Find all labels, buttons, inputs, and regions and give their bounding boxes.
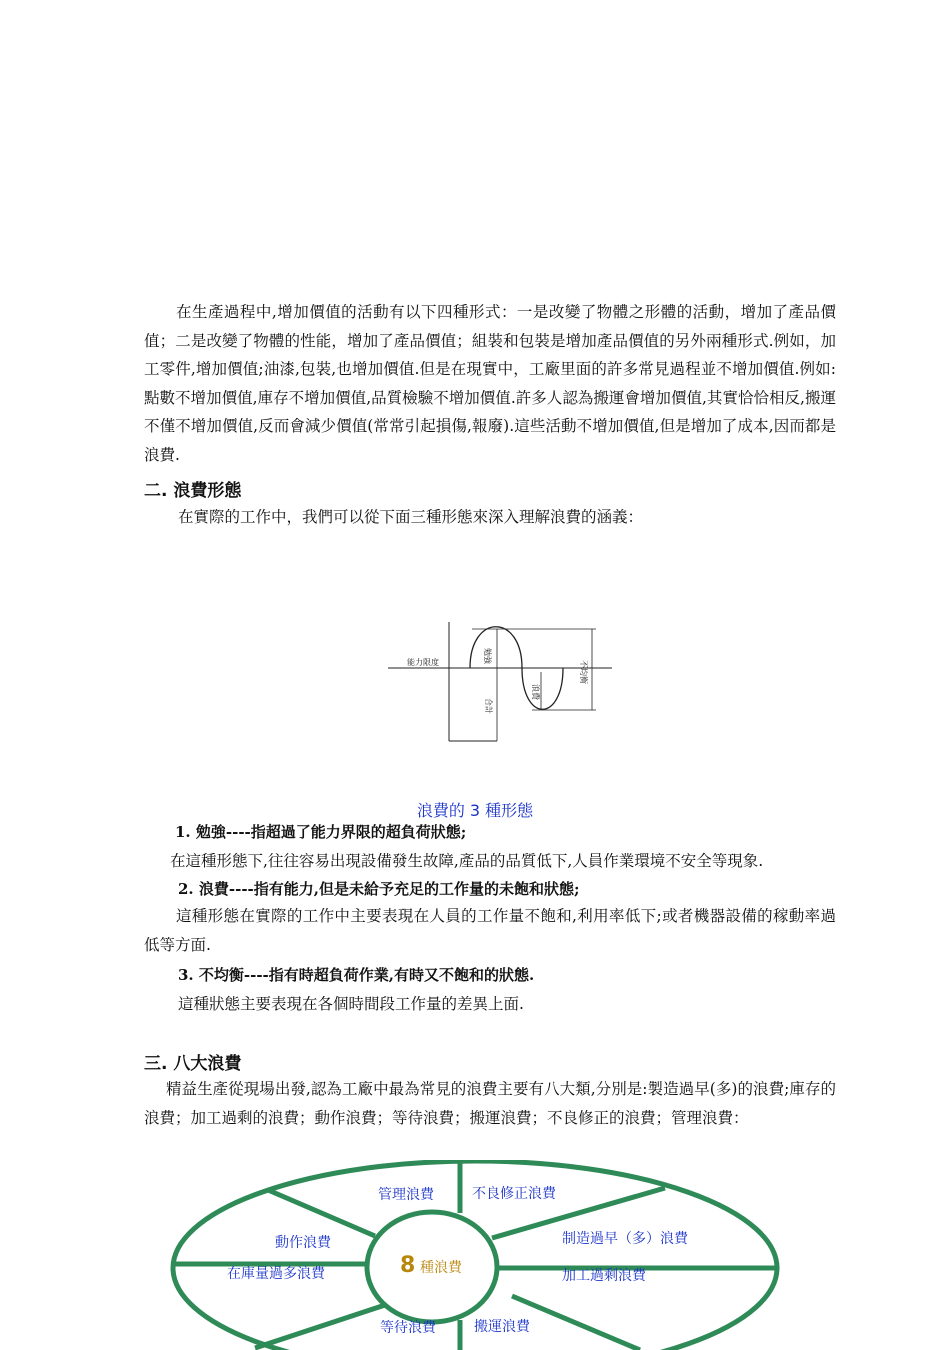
waste-form-3-text: 這種狀態主要表現在各個時間段工作量的差異上面. xyxy=(178,995,524,1013)
spoke-bottom-right xyxy=(512,1296,640,1350)
label-defect-waste: 不良修正浪費 xyxy=(472,1186,556,1202)
center-text: 種浪費 xyxy=(420,1260,462,1276)
spoke-top-left xyxy=(268,1190,375,1236)
label-management-waste: 管理浪費 xyxy=(378,1187,434,1203)
waste-form-1-title: 1. 勉強----指超過了能力界限的超負荷狀態; xyxy=(175,823,467,841)
eight-wastes-paragraph: 精益生產從現場出發,認為工廠中最為常見的浪費主要有八大類,分別是:製造過早(多)的浪費;庫存的浪費；加工過剩的浪費；動作浪費；等待浪費；搬運浪費；不良修正的浪費；管理浪費： xyxy=(144,1080,836,1127)
section-heading-eight-wastes: 三. 八大浪費 xyxy=(144,1054,242,1074)
eight-wastes-diagram xyxy=(0,1160,950,1350)
section2-intro: 在實際的工作中，我們可以從下面三種形態來深入理解浪費的涵義： xyxy=(178,508,644,526)
spoke-bottom-left xyxy=(255,1305,385,1348)
label-motion-waste: 動作浪費 xyxy=(275,1235,331,1251)
waste-form-2-title: 2. 浪費----指有能力,但是未給予充足的工作量的未飽和狀態; xyxy=(178,880,580,898)
waste-form-3-title: 3. 不均衡----指有時超負荷作業,有時又不飽和的狀態. xyxy=(178,966,535,984)
waste-form-2-text: 這種形態在實際的工作中主要表現在人員的工作量不飽和,利用率低下;或者機器設備的稼動率過低等方面. xyxy=(144,907,836,954)
capacity-label: 能力限度 xyxy=(407,658,439,667)
figure-caption: 浪費的 3 種形態 xyxy=(416,801,534,820)
right-label: 不均衡 xyxy=(579,660,588,684)
intro-paragraph: 在生產過程中,增加價值的活動有以下四種形式：一是改變了物體之形體的活動，增加了產品價值；二是改變了物體的性能，增加了產品價值；組裝和包裝是增加產品價值的另外兩種形式.例如，加工零件,增加價值;油漆,包裝,也增加價值.但是在現實中，工廠里面的許多常見過程並不增加價值.例如:點數不增加價值,庫存不增加價值,品質檢驗不增加價值.許多人認為搬運會增加價值,其實恰恰相反,搬運不僅不增加價值,反而會減少價值(常常引起損傷,報廢).這些活動不增加價值,但是增加了成本,因而都是浪費. xyxy=(144,303,836,464)
label-overproduction-waste: 制造過早（多）浪費 xyxy=(562,1231,688,1247)
upper-label: 勉強 xyxy=(483,648,492,664)
waste-forms-figure xyxy=(0,612,950,772)
label-inventory-waste: 在庫量過多浪費 xyxy=(227,1266,325,1282)
label-overprocessing-waste: 加工過剩浪費 xyxy=(562,1268,646,1284)
section-heading-waste-forms: 二. 浪費形態 xyxy=(144,481,242,501)
center-number: 8 xyxy=(400,1253,416,1278)
lower-label: 浪費 xyxy=(531,684,540,700)
waste-form-1-text: 在這種形態下,往往容易出現設備發生故障,產品的品質低下,人員作業環境不安全等現象. xyxy=(170,852,764,870)
label-waiting-waste: 等待浪費 xyxy=(380,1320,436,1336)
left-label: 合計 xyxy=(484,698,493,714)
label-transport-waste: 搬運浪費 xyxy=(474,1319,530,1335)
